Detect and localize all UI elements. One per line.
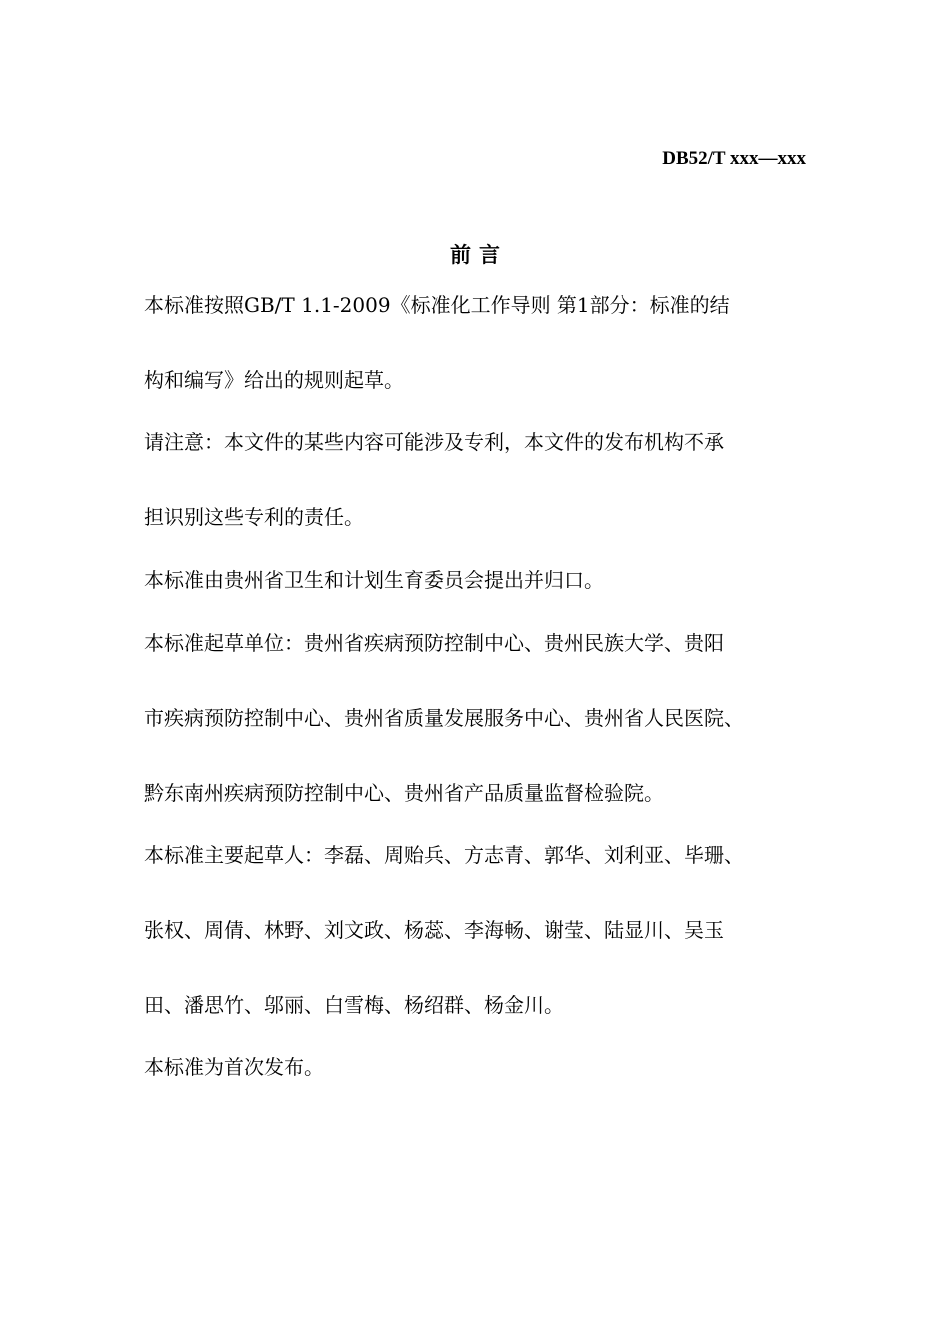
preface-line-9: 本标准主要起草人：李磊、周贻兵、方志青、郭华、刘利亚、毕珊、 — [144, 843, 744, 867]
preface-line-6: 本标准起草单位：贵州省疾病预防控制中心、贵州民族大学、贵阳 — [144, 631, 724, 655]
preface-line-4: 担识别这些专利的责任。 — [144, 505, 364, 529]
preface-line-10: 张权、周倩、林野、刘文政、杨蕊、李海畅、谢莹、陆显川、吴玉 — [144, 918, 724, 942]
document-code: DB52/T xxx—xxx — [662, 148, 806, 169]
preface-line-11: 田、潘思竹、邬丽、白雪梅、杨绍群、杨金川。 — [144, 993, 564, 1017]
preface-line-8: 黔东南州疾病预防控制中心、贵州省产品质量监督检验院。 — [144, 781, 664, 805]
preface-line-5: 本标准由贵州省卫生和计划生育委员会提出并归口。 — [144, 568, 604, 592]
preface-line-7: 市疾病预防控制中心、贵州省质量发展服务中心、贵州省人民医院、 — [144, 706, 744, 730]
preface-line-1: 本标准按照GB/T 1.1-2009《标准化工作导则 第1部分：标准的结 — [144, 293, 730, 317]
preface-line-12: 本标准为首次发布。 — [144, 1055, 324, 1079]
preface-line-2: 构和编写》给出的规则起草。 — [144, 368, 404, 392]
preface-line-3: 请注意：本文件的某些内容可能涉及专利，本文件的发布机构不承 — [144, 430, 724, 454]
preface-title: 前言 — [450, 242, 508, 267]
